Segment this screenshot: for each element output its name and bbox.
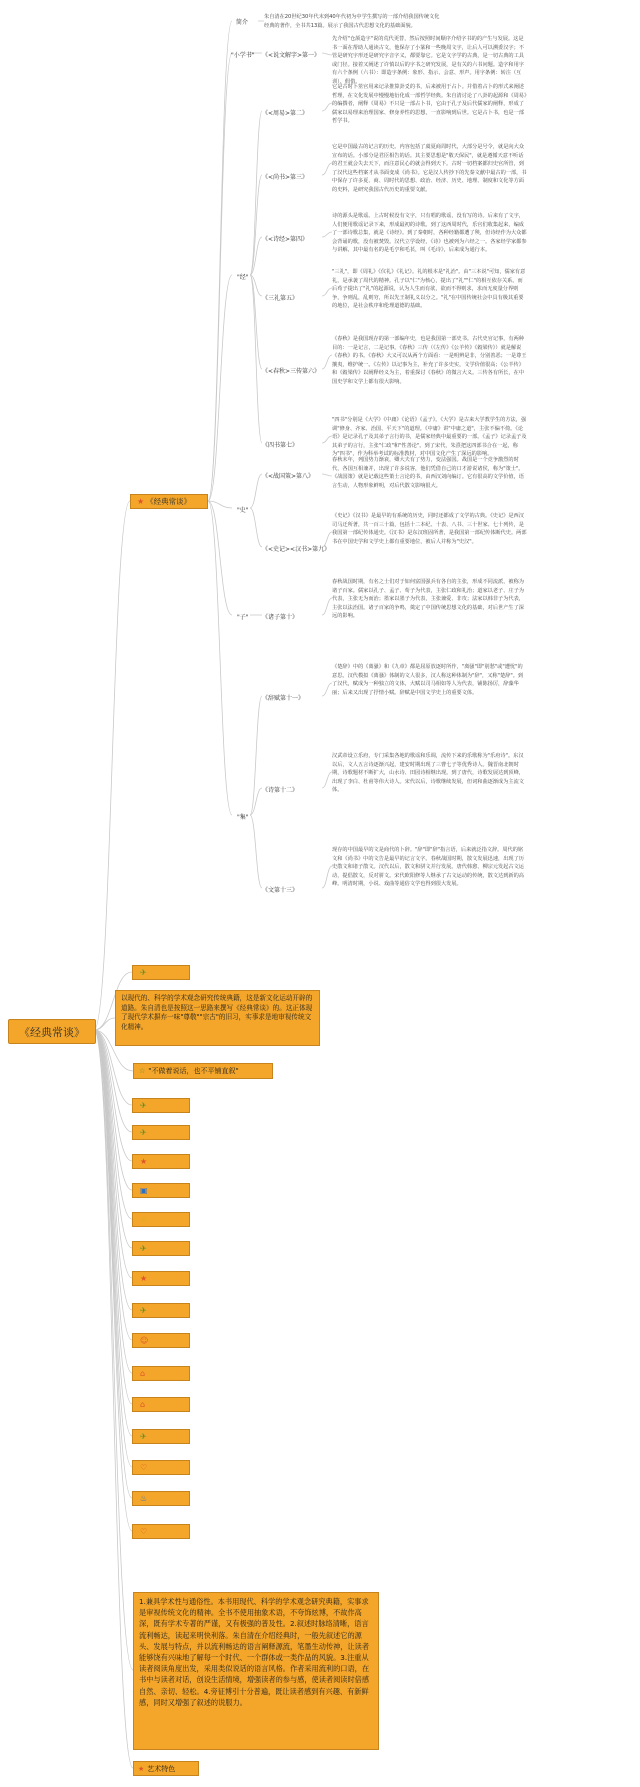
outline-node[interactable] <box>132 1460 190 1475</box>
classics-node[interactable] <box>130 494 208 509</box>
link-cat-chapter <box>250 696 262 815</box>
link-classics-zi <box>208 501 232 615</box>
flag-icon: ✈ <box>140 1128 147 1137</box>
trophy-icon: ♔ <box>140 1215 148 1224</box>
outline-node[interactable] <box>132 1125 190 1140</box>
category-jing: "经" <box>237 274 249 281</box>
link-cat-chapter <box>250 815 262 888</box>
classics-label: 《经典常谈》 <box>146 497 192 506</box>
fire-icon: ♨ <box>140 1494 148 1503</box>
intro-label: 简介 <box>236 19 249 26</box>
root-label: 《经典常谈》 <box>19 1025 85 1039</box>
flag-icon: ✈ <box>140 968 147 977</box>
star-icon: ★ <box>140 1157 148 1166</box>
chapter-text: 它是中国最古的记言的历史。内容包括了虞夏商周时代，大部分是号令，就是向大众宣布的话。小部分是君臣相告的话。其主要思想是"敬天保民"，就是遵循天意不听话的君王就会失去天下，而注意民心的就会得到天下。古时一切档案都归史官所管，到了汉代这些档案才从书面变成《尚书》。它是汉人传抄下的先秦文献中最古的一部，书中保存了许多夏、商、周时代的思想、政治、经济、历史、地理、制度和文化等方面的史料，是研究我国古代历史的重要文献。 <box>332 144 527 193</box>
chapter-text: 诗的源头是歌谣。上古时候没有文字，只有唱的歌谣，没有写的诗。后来有了文字，人们便用歌谣记录下来，形成最初的诗歌。到了这西周时代，乐官们收集起来，编成了一部诗歌总集，就是《诗经》。到了秦朝时，各种经籍都遭了殃，但诗经作为大众都会背诵的歌，没有被焚毁。汉代立学设经，《诗》也被列为六经之一。各家经学家都参与讲解，其中最有名的是毛亨和毛苌，叫《毛诗》，后来成为通行本。 <box>332 213 527 254</box>
chapter-label: 《<说文解字>第一》 <box>262 52 321 59</box>
root-node[interactable] <box>8 1019 96 1044</box>
outline-node[interactable] <box>132 1303 190 1318</box>
chapter-text: 《楚辞》中的《离骚》和《九章》都是屈原放逐时所作，"离骚"即"别愁"或"遭忧"的意思。汉代模拟《离骚》体制的文人很多，汉人称这种体制为"辞"，又称"楚辞"。到了汉代，赋成为一种独立的文体，大赋以司马相如等人为代表，铺陈扬厉，辞藻华丽；后来又出现了抒情小赋。辞赋是中国文学史上的重要文体。 <box>332 664 524 696</box>
category-zi: "子" <box>237 614 249 621</box>
link-chapter-text <box>322 772 332 788</box>
star-icon: ★ <box>137 497 145 506</box>
chapter-label: 《<战国策>第八》 <box>262 473 315 480</box>
outline-node[interactable] <box>132 965 190 980</box>
star-icon: ★ <box>138 1764 145 1773</box>
chapter-text: 它是古时卜筮官用来记录推算卦爻的书，后来被用于占卜。并借着占卜的形式来阐述哲理，在文化发展中慢慢地衍化成一部哲学经典。朱自清讨论了八卦的起源和《周易》的编撰者，阐释《周易》不只是一部占卜书，它由于孔子及后代儒家的阐释，形成了儒家以易理来治理国家、修身养性的思想，一直影响到后世。它是占卜书，也是一部哲学书。 <box>332 84 527 125</box>
book-icon: ▣ <box>140 1186 148 1195</box>
quote-label: "不做着说话，也不平铺直叙" <box>148 1067 239 1075</box>
link-chapter-text <box>322 683 332 696</box>
link-chapter-text <box>322 53 332 55</box>
link-classics-intro <box>208 21 232 501</box>
link-root-node <box>94 1030 132 1498</box>
category-ji: "集" <box>237 814 249 821</box>
outline-node[interactable] <box>132 1524 190 1539</box>
quote-node[interactable] <box>133 1063 273 1079</box>
chapter-label: 《四书第七》 <box>262 442 299 449</box>
outline-node[interactable] <box>132 1491 190 1506</box>
outline-node[interactable] <box>132 1098 190 1113</box>
link-chapter-text <box>322 474 332 476</box>
chapter-label: 《<春秋>三传第六》 <box>262 368 321 375</box>
purpose-text: 以现代的、科学的学术观念研究传统典籍，这是新文化运动开辟的道路。朱自清也是按照这一思路来撰写《经典常谈》的。这正体现了现代学术摒弃一味"尊敬""宗古"的旧习，实事求是地审视传统文化精神。 <box>121 994 313 1031</box>
features-text: 1.兼具学术性与通俗性。本书用现代、科学的学术观念研究典籍，实事求是审视传统文化的精神。全书不使用抽象术语，不夸饰炫博，不故作高深，既有学术专著的严谨，又有极强的普及性。2.叙述时脉络清晰，语言流利畅达，读起来明快利落。朱自清在介绍经典时，一般先叙述它的源头、发展与特点，并以流利畅达的语言阐释源流，笔墨生动传神，让读者能够饶有兴味地了解每一个时代、一个群体或一类作品的风貌。3.注重从读者阅读角度出发，采用类似说话的语言风格。作者采用流利的口语，在书中与读者对话，创设生活情境，增强读者的参与感，使读者阅读时倍感自然、亲切、轻松。4.旁征博引十分普遍，既让读者感到有兴趣、有新鲜感，同时又增强了叙述的说服力。 <box>139 1597 370 1707</box>
link-cat-chapter <box>250 474 262 508</box>
heart-icon: ♡ <box>140 1527 148 1536</box>
chapter-text: 现存的中国最早的文是商代的卜辞。"辞"即"辞"指言语，后来就泛指文辞。周代的铭文和《尚书》中的文告是最早的记言文字。春秋战国时期，散文发展迅速，出现了历史散文和诸子散文。汉代以后，散文和骈文并行发展。唐代韩愈、柳宗元发起古文运动，提倡散文，反对骈文。宋代欧阳修等人继承了古文运动的传统，散文达到新的高峰。明清时期，小说、戏曲等通俗文学也得到很大发展。 <box>332 847 524 888</box>
chapter-label: 《<周易>第二》 <box>262 110 309 117</box>
link-chapter-text <box>322 103 332 111</box>
outline-node[interactable] <box>132 1366 190 1381</box>
outline-node[interactable] <box>132 1183 190 1198</box>
chapter-text: "四书"分别是《大学》《中庸》《论语》《孟子》。《大学》是古来大学教学生的方法，强调"修身、齐家、治国、平天下"的道理。《中庸》讲"中庸之道"，主张不偏不倚。《论语》是记录孔子及其弟子言行的书，是儒家经典中最重要的一部。《孟子》记录孟子及其弟子的言行，主张"仁政"和"性善论"。到了宋代，朱熹把这四部书合在一起，称为"四书"，作为科举考试的标准教材，对中国文化产生了深远的影响。 <box>332 417 527 458</box>
flag-icon: ✈ <box>140 1306 147 1315</box>
purpose-box <box>115 990 320 1046</box>
feature-label: 艺术特色 <box>147 1764 176 1773</box>
link-classics-jing <box>208 275 232 501</box>
link-root-node <box>94 1030 132 1404</box>
category-xiaoxue: "小学书" <box>231 52 255 59</box>
link-chapter-text <box>322 232 332 237</box>
chapter-label: 《诸子第十》 <box>262 614 299 621</box>
outline-node[interactable] <box>132 1429 190 1444</box>
link-chapter-text <box>322 163 332 175</box>
link-cat-chapter <box>250 508 262 547</box>
outline-node[interactable] <box>132 1241 190 1256</box>
home-icon: ⌂ <box>140 1369 146 1378</box>
chapter-label: 《诗第十二》 <box>262 787 299 794</box>
chapter-label: 《<尚书>第三》 <box>262 174 309 181</box>
chapter-text: 春秋末年，列国势力渐衰，卿大夫有了势力，变法强国。战国是一个竞争激烈的时代，各国互相兼并，出现了许多说客，他们凭借自己的口才游说诸侯，称为"策士"。《战国策》就是记载这些策士言论的书，由西汉刘向编订。它有很高的文学价值，语言生动，人物形象鲜明，对后代散文影响很大。 <box>332 457 524 489</box>
chapter-text: 《史记》《汉书》是最早的有系统的历史，同时还都成了文学的古典。《史记》是西汉司马迁所著，共一百三十篇，包括十二本纪、十表、八书、三十世家、七十列传，是我国第一部纪传体通史。《汉书》是东汉班固所著，是我国第一部纪传体断代史。两部书在中国史学和文学史上都有重要地位，被后人并称为"史汉"。 <box>332 513 527 545</box>
flag-icon: ✈ <box>140 1432 147 1441</box>
chapter-text: 汉武帝设立乐府，专门采集各地的歌谣和乐调，流传下来的乐歌称为"乐府诗"。东汉以后，文人五言诗逐渐兴起，建安时期出现了三曹七子等优秀诗人。魏晋南北朝时期，诗歌题材不断扩大，山水诗、田园诗相继出现。到了唐代，诗歌发展达到顶峰，出现了李白、杜甫等伟大诗人。宋代以后，诗歌继续发展，但词和曲逐渐成为主流文体。 <box>332 753 524 794</box>
star-icon: ★ <box>140 1274 148 1283</box>
chapter-text: 《春秋》是我国现存的第一部编年史，也是我国第一部史书。古代史官记事，有两种目的：一是记言，二是记事。《春秋》三传（《左传》《公羊传》《穀梁传》）就是解说《春秋》的书。《春秋》大义可以从两个方面看：一是明辨是非，分别善恶；一是尊王攘夷，维护统一。《左传》以记事为主，补充了许多史实，文学价值很高；《公羊传》和《穀梁传》以阐释经义为主，着重探讨《春秋》的微言大义。三传各有所长，在中国史学和文学上都有很大影响。 <box>332 336 527 385</box>
link-classics-xiaoxue <box>208 53 232 501</box>
outline-node[interactable] <box>132 1333 190 1348</box>
chapter-label: 《文第十三》 <box>262 887 299 894</box>
category-shi: "史" <box>237 507 249 514</box>
chapter-text: 春秋战国时期，有名之士们对于如何富国强兵有各自的主张，形成不同流派，被称为诸子百家。儒家以孔子、孟子、荀子为代表，主张仁政和礼治；道家以老子、庄子为代表，主张无为而治；墨家以墨子为代表，主张兼爱、非攻；法家以韩非子为代表，主张以法治国。诸子百家的争鸣，奠定了中国传统思想文化的基础，对后世产生了深远的影响。 <box>332 579 524 620</box>
link-chapter-text <box>322 355 332 369</box>
link-cat-chapter <box>250 275 262 443</box>
intro-text: 朱自清在20世纪30年代末到40年代初为中学生撰写的一部介绍我国传统文化经典的著作，全书共13篇。展示了我国古代思想文化的基础面貌。 <box>264 14 440 29</box>
flag-icon: ✈ <box>140 1101 147 1110</box>
chapter-label: 《<诗经>第四》 <box>262 236 309 243</box>
link-cat-chapter <box>250 111 262 275</box>
link-root-node <box>94 1030 132 1531</box>
link-chapter-text <box>322 288 332 296</box>
chapter-text: 先介绍"仓颉造字"说的荒代更替，然后按照时间顺序介绍字书的的产生与发展。这是书一面在帮助人通读古文，他保存了小篆和一些晚周文字，让后人可以溯委汉字；不管是研究字形还是研究字音字义，都要靠它。它是文字学的古典，是一切古典的工具或门径。接着又阐述了许慎以后的字书之研究发展，是有关的六书问题。造字和用字有六个条例（六书）：即造字条例：象形、指示、会意、形声。用字条例：转注（互训）、假借。 <box>332 36 524 85</box>
chapter-text: "三礼"，即《周礼》《仪礼》《礼记》。礼的根本是"礼治"。由"三本说"可知，儒家有意礼，是承袭了周代的精神。孔子以"仁"为核心，提出了"礼""仁"的相互依存关系。而后荀子提出了"礼"的起源说，认为人生而有欲，欲而不得则求，求而无度量分界则争，争则乱，乱则穷，所以先王制礼义以分之。"礼"在中国传统社会中具有极其重要的地位，是社会秩序和伦理道德的基础。 <box>332 269 526 310</box>
link-chapter-text <box>322 436 332 443</box>
outline-node[interactable] <box>132 1397 190 1412</box>
feature-node[interactable] <box>133 1761 199 1776</box>
chapter-label: 《辞赋第十一》 <box>262 695 305 702</box>
link-classics-ji <box>208 501 232 815</box>
link-chapter-text <box>322 598 332 615</box>
chapter-label: 《三礼第五》 <box>262 295 299 302</box>
heart-icon: ♡ <box>140 1463 148 1472</box>
link-root-classics <box>94 501 130 1030</box>
star-outline-icon: ☆ <box>139 1067 146 1075</box>
chapter-label: 《<史记><汉书>第九》 <box>262 546 331 553</box>
outline-node[interactable] <box>132 1212 190 1227</box>
features-box <box>133 1592 379 1750</box>
outline-node[interactable] <box>132 1154 190 1169</box>
outline-node[interactable] <box>132 1271 190 1286</box>
flag-icon: ✈ <box>140 1244 147 1253</box>
home-icon: ⌂ <box>140 1400 146 1409</box>
link-chapter-text <box>322 866 332 888</box>
smile-icon: ☺ <box>140 1336 149 1345</box>
